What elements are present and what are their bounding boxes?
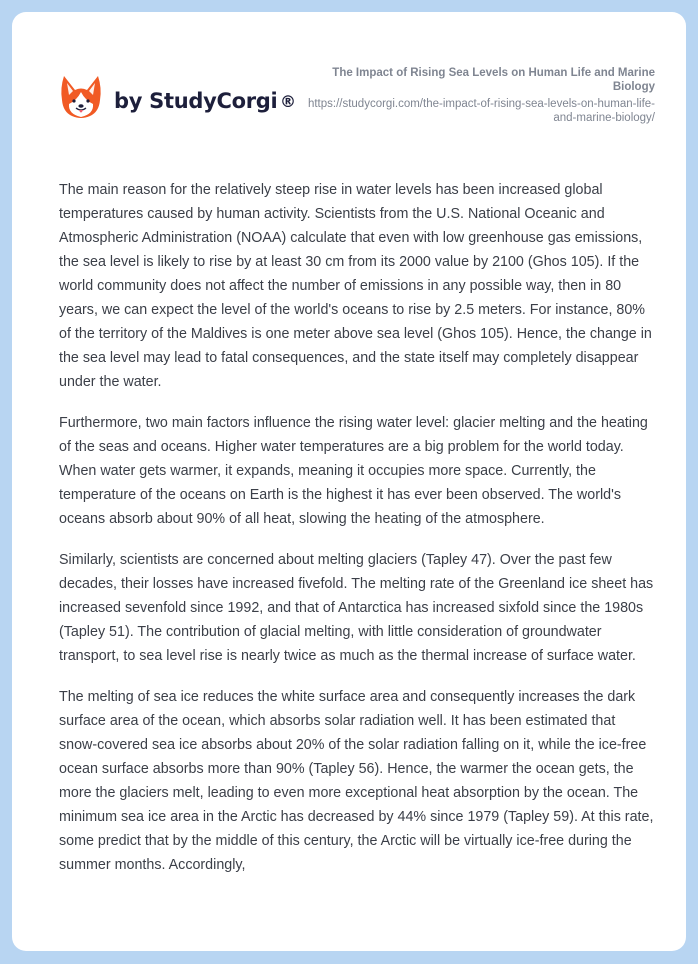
paragraph: Furthermore, two main factors influence the rising water level: glacier melting and the heating of the seas and oceans. Higher water temperatures are a big problem for the world today. When water gets warmer, it expands, meaning it occupies more space. Currently, the temperature of the oceans on Earth is the highest it has ever been observed. The world's oceans absorb about 90% of all heat, slowing the heating of the atmosphere. bbox=[59, 415, 648, 527]
document-header bbox=[12, 12, 686, 162]
studycorgi-logo[interactable] bbox=[60, 74, 277, 120]
paragraph: The melting of sea ice reduces the white surface area and consequently increases the dark surface area of the ocean, which absorbs solar radiation well. It has been estimated that snow-covered sea ice absorbs about 20% of the solar radiation falling on it, while the ice-free ocean surface absorbs more than 90% (Tapley 56). Hence, the warmer the ocean gets, the more the glaciers melt, leading to even more exceptional heat absorption by the ocean. The minimum sea ice area in the Arctic has decreased by 44% since 1979 (Tapley 59). At this rate, some predict that by the middle of this century, the Arctic will be virtually ice-free during the summer months. Accordingly, bbox=[59, 689, 654, 873]
document-url-link[interactable]: https://studycorgi.com/the-impact-of-rising-sea-levels-on-human-life-and-marine-biology/ bbox=[307, 98, 655, 124]
corgi-face-icon bbox=[60, 74, 102, 120]
document-title: The Impact of Rising Sea Levels on Human Life and Marine Biology bbox=[332, 67, 655, 93]
paragraph: Similarly, scientists are concerned about melting glaciers (Tapley 47). Over the past few decades, their losses have increased fivefold. The melting rate of the Greenland ice sheet has increased sevenfold since 1992, and that of Antarctica has increased sixfold since the 1980s (Tapley 51). The contribution of glacial melting, with little consideration of groundwater transport, to sea level rise is nearly twice as much as the thermal increase of surface water. bbox=[59, 552, 654, 664]
brand-name: by StudyCorgi bbox=[114, 89, 278, 113]
paragraph: The main reason for the relatively steep rise in water levels has been increased global temperatures caused by human activity. Scientists from the U.S. National Oceanic and Atmospheric Administration (NOAA) calculate that even with low greenhouse gas emissions, the sea level is likely to rise by at least 30 cm from its 2000 value by 2100 (Ghos 105). If the world community does not affect the number of emissions in any possible way, then in 80 years, we can expect the level of the world's oceans to rise by 2.5 meters. For instance, 80% of the territory of the Maldives is one meter above sea level (Ghos 105). Hence, the change in the sea level may lead to fatal consequences, and the state itself may completely disappear under the water. bbox=[59, 182, 652, 390]
document-meta bbox=[295, 66, 655, 125]
document-body bbox=[59, 178, 657, 894]
registered-mark: ® bbox=[280, 92, 296, 111]
document-card bbox=[12, 12, 686, 951]
